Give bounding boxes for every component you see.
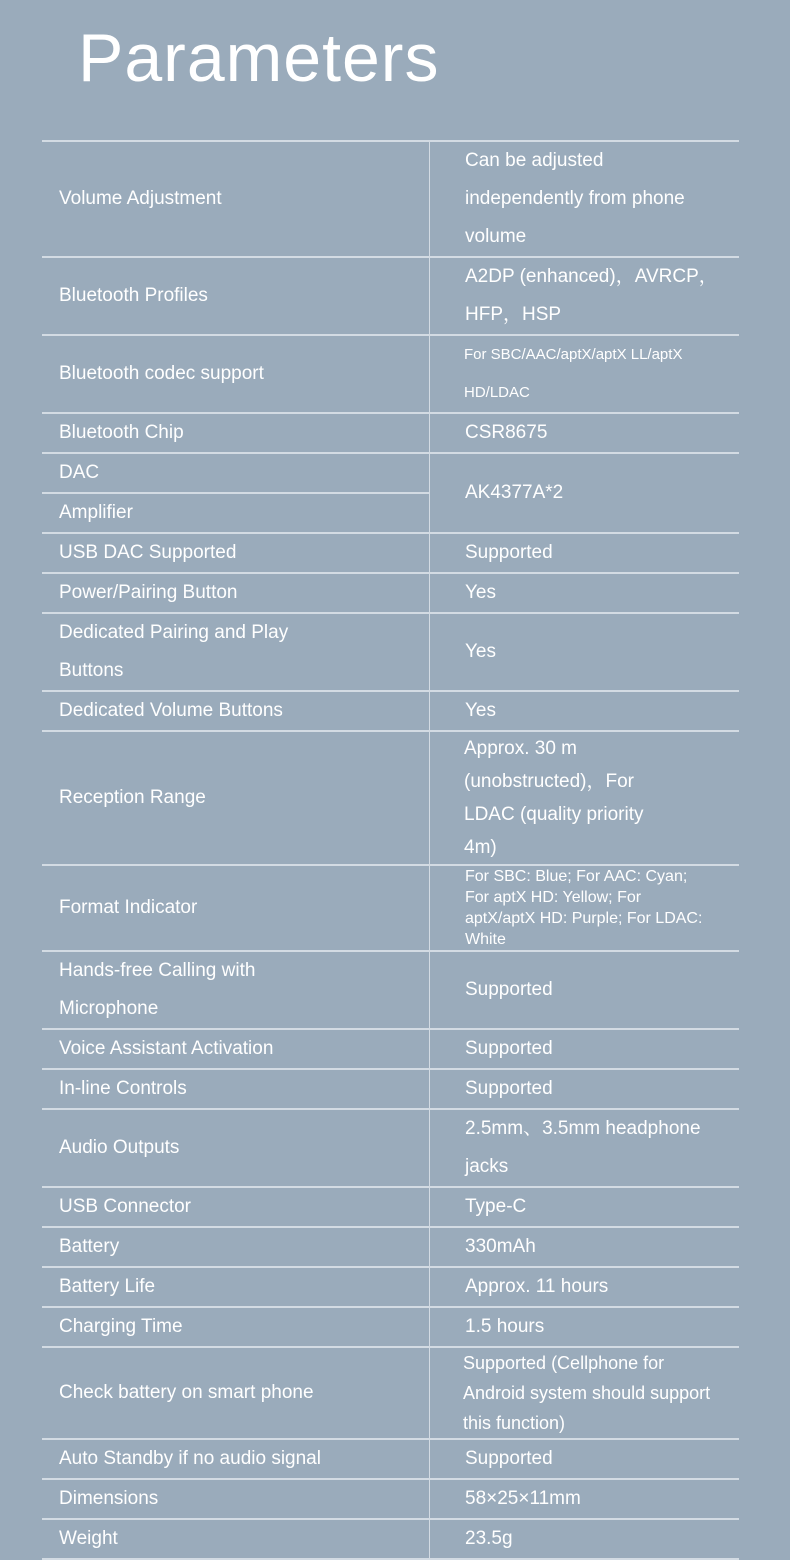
param-label: In-line Controls xyxy=(42,1069,430,1109)
param-value: Approx. 30 m (unobstructed)，For LDAC (quality priority 4m) xyxy=(430,731,740,865)
param-value: 2.5mm、3.5mm headphone jacks xyxy=(430,1109,740,1187)
table-row xyxy=(42,1307,739,1347)
param-value: Can be adjusted independently from phone volume xyxy=(430,141,740,257)
param-label: Dedicated Pairing and Play Buttons xyxy=(42,613,430,691)
param-value: Type-C xyxy=(430,1187,740,1227)
param-value: 1.5 hours xyxy=(430,1307,740,1347)
param-value: 330mAh xyxy=(430,1227,740,1267)
param-label: Volume Adjustment xyxy=(42,141,430,257)
table-row xyxy=(42,335,739,413)
param-value: Yes xyxy=(430,691,740,731)
param-label: Weight xyxy=(42,1519,430,1559)
param-value: Yes xyxy=(430,573,740,613)
param-label: USB DAC Supported xyxy=(42,533,430,573)
table-row xyxy=(42,141,739,257)
param-value: AK4377A*2 xyxy=(430,453,740,533)
table-row xyxy=(42,865,739,951)
param-label: Dimensions xyxy=(42,1479,430,1519)
param-value: CSR8675 xyxy=(430,413,740,453)
table-row xyxy=(42,951,739,1029)
param-label: Audio Outputs xyxy=(42,1109,430,1187)
param-value: Supported xyxy=(430,533,740,573)
param-label: USB Connector xyxy=(42,1187,430,1227)
param-value: Yes xyxy=(430,613,740,691)
param-label: Reception Range xyxy=(42,731,430,865)
param-label: Bluetooth Profiles xyxy=(42,257,430,335)
param-value: For SBC: Blue; For AAC: Cyan; For aptX HD: Yellow; For aptX/aptX HD: Purple; For LDAC: White xyxy=(430,865,740,951)
table-row xyxy=(42,691,739,731)
table-row xyxy=(42,533,739,573)
page-title: Parameters xyxy=(78,20,440,96)
table-row xyxy=(42,1109,739,1187)
table-row xyxy=(42,257,739,335)
table-row xyxy=(42,1439,739,1479)
param-label: Auto Standby if no audio signal xyxy=(42,1439,430,1479)
param-value: Supported xyxy=(430,1069,740,1109)
param-label: Bluetooth codec support xyxy=(42,335,430,413)
table-row xyxy=(42,731,739,865)
param-value: A2DP (enhanced)，AVRCP，HFP，HSP xyxy=(430,257,740,335)
table-row xyxy=(42,613,739,691)
table-row xyxy=(42,1187,739,1227)
param-value: Supported (Cellphone for Android system should support this function) xyxy=(430,1347,740,1439)
param-label: Dedicated Volume Buttons xyxy=(42,691,430,731)
table-row xyxy=(42,1227,739,1267)
table-row xyxy=(42,1479,739,1519)
table-row xyxy=(42,1069,739,1109)
table-row xyxy=(42,1519,739,1559)
table-row xyxy=(42,1267,739,1307)
table-row xyxy=(42,1347,739,1439)
param-label: Voice Assistant Activation xyxy=(42,1029,430,1069)
table-row xyxy=(42,1029,739,1069)
param-label: Battery Life xyxy=(42,1267,430,1307)
param-label: Battery xyxy=(42,1227,430,1267)
param-label: Charging Time xyxy=(42,1307,430,1347)
table-row xyxy=(42,413,739,453)
param-value: Supported xyxy=(430,1029,740,1069)
param-label: DAC xyxy=(42,453,430,493)
table-row xyxy=(42,453,739,493)
param-label: Power/Pairing Button xyxy=(42,573,430,613)
param-label: Amplifier xyxy=(42,493,430,533)
param-label: Hands-free Calling with Microphone xyxy=(42,951,430,1029)
param-value: Approx. 11 hours xyxy=(430,1267,740,1307)
param-value: For SBC/AAC/aptX/aptX LL/aptX HD/LDAC xyxy=(430,335,740,413)
param-label: Bluetooth Chip xyxy=(42,413,430,453)
param-label: Check battery on smart phone xyxy=(42,1347,430,1439)
table-row xyxy=(42,573,739,613)
param-value: 23.5g xyxy=(430,1519,740,1559)
param-value: Supported xyxy=(430,1439,740,1479)
parameters-table xyxy=(42,140,739,1560)
param-value: Supported xyxy=(430,951,740,1029)
param-label: Format Indicator xyxy=(42,865,430,951)
param-value: 58×25×11mm xyxy=(430,1479,740,1519)
